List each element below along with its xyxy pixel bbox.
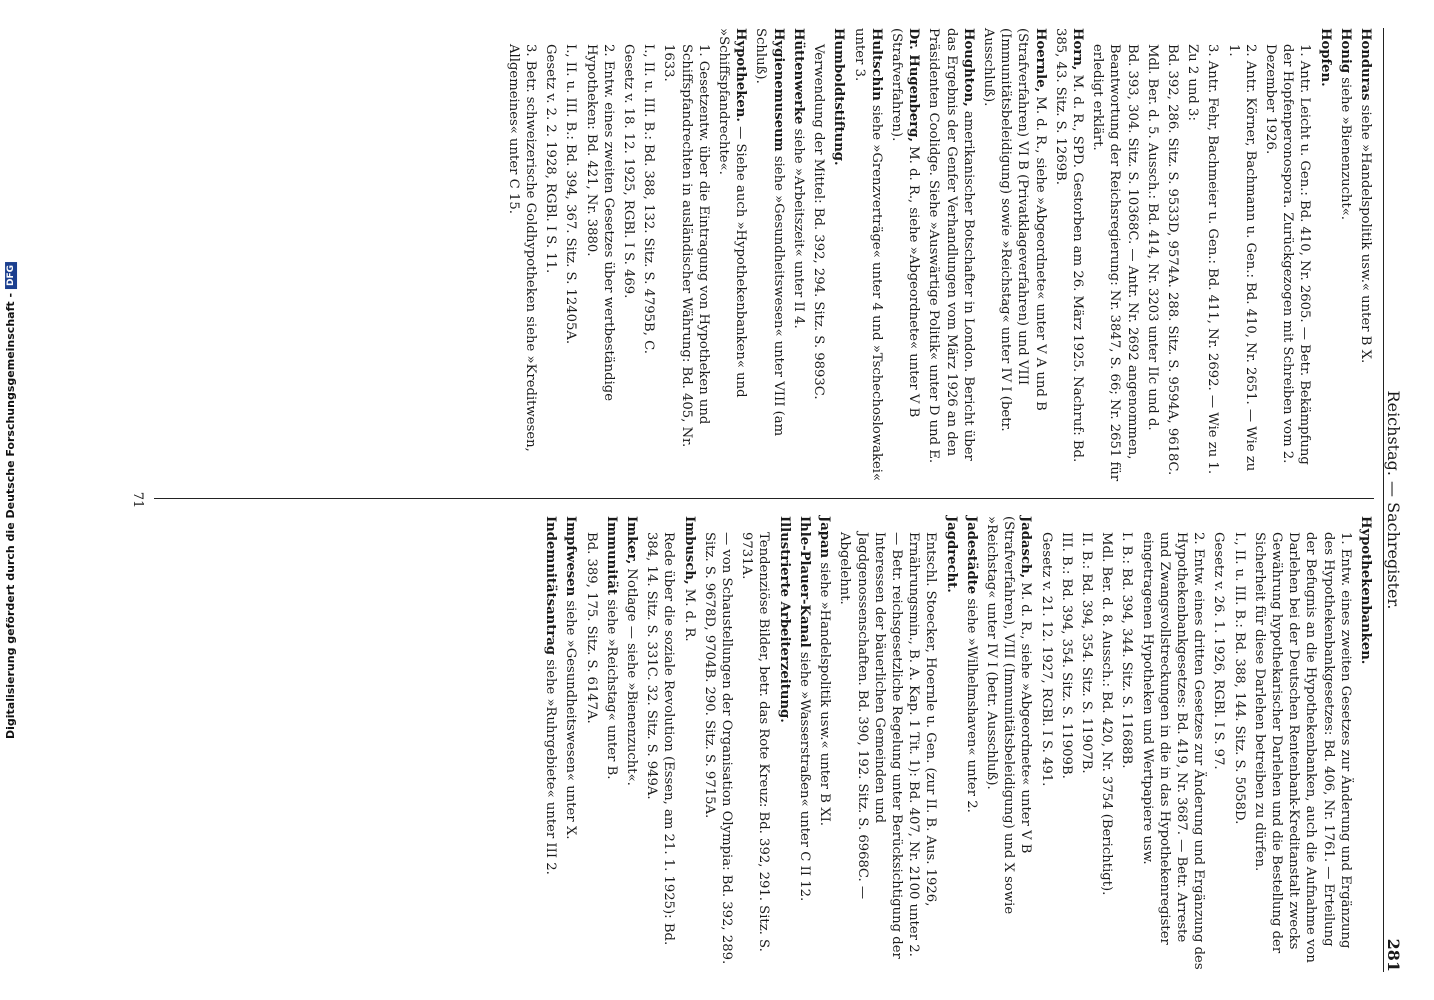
entry-text: I., II. u. III. B.: Bd. 394, 367. Sitz. S. 12405A. [563,44,579,345]
entry-text: I., II. u. III. B.: Bd. 388, 132. Sitz. S. 4795B, C. [641,44,657,354]
entry-text: M. d. R., siehe »Abgeordnete« unter V B (Strafverfahren). [888,28,922,418]
entry-text: I. B.: Bd. 394, 344. Sitz. S. 11688B. [1119,532,1135,769]
entry-text: Gesetz v. 26. 1. 1926, RGBl. I S. 97. [1211,532,1227,770]
entry-text: Bd. 389, 175. Sitz. S. 6147A. [583,532,599,724]
index-entry [582,28,616,482]
index-entry [1184,28,1201,482]
entry-heading: Jadasch, [1018,516,1034,579]
entry-text: siehe »Wasserstraßen« unter C II 12. [796,647,812,902]
entry-text: Tendenziöse Bilder, betr. das Rote Kreuz: Bd. 392, 291. Sitz. S. 9731A. [739,532,772,952]
entry-text: II. B.: Bd. 394, 354. Sitz. S. 11907B. [1078,532,1094,774]
column-divider [154,498,1374,499]
entry-text: Rede über die soziale Revolution (Essen, am 21. 1. 1925): Bd. 384, 14. Sitz. S. 331C. 32. Sitz. S. 949A. [644,532,677,946]
entry-heading: Humboldtstiftung. [831,28,847,166]
index-entry [1262,28,1314,482]
entry-text: Entschl. Stoecker, Hoernle u. Gen. (zur II. B. Aus. 1926, Ernährungsmin., B. A. Kap. 1 Tit. 1): Bd. 407, Nr. 2100 unter 2. — Betr. reichsgesetzliche Regelung unter Berücksichtigung der Interessen der bäuerlichen Gemeinden und Jagdgenossenschaften. Bd. 390, 192. Sitz. S. 6968C. — Abgelehnt. [837,532,939,959]
right-column [539,516,1374,970]
dfg-logo: DFG [5,261,17,288]
index-entry [925,28,977,482]
entry-text: Notlage — siehe »Bienenzucht«. [624,564,640,786]
entry-text: Mdl. Ber. d. 8. Aussch.: Bd. 420, Nr. 3754 (Berichtigt). [1099,532,1115,896]
entry-text: — von Schaustellungen der Organisation Olympia: Bd. 392, 289. Sitz. S. 9678D, 9704B. 290. Sitz. S. 9715A. [701,532,735,965]
entry-text: Gesetz v. 21. 12. 1927, RGBl. I S. 491. [1038,532,1054,787]
entry-text: siehe »Grenzverträge« unter 4 und »Tschechoslowakei« unter 3. [851,28,884,482]
page-number: 281 [1384,938,1403,972]
entry-text: siehe »Handelspolitik usw.« unter B XI. [817,558,833,826]
entry-text: 1. Entw. eines zweiten Gesetzes zur Änderung und Ergänzung des Hypothekenbankgesetzes: Bd. 406, Nr. 1761. — Erteilung der Befugnis an die Hypothekenbanken, auch die Aufnahme von Darlehen bei der Deutschen Rentenbank-Kreditanstalt zwecks Gewährung hypothekarischer Darlehen und die Bestellung der Sicherheit für diese Darlehen betreiben zu dürfen. [1251,532,1353,963]
index-entry [850,28,884,482]
entry-text: Zu 2 und 3: [1185,44,1201,121]
entry-text: 3. Antr. Fehr, Bachmeier u. Gen.: Bd. 411, Nr. 2692. — Wie zu 1. [1205,44,1221,475]
entry-text: siehe »Arbeitszeit« unter II 4. [790,124,806,329]
index-entry [1144,28,1161,482]
index-entry [942,516,959,970]
entry-heading: Illustrierte Arbeiterzeitung. [776,516,792,723]
page-header [1383,28,1412,972]
entry-heading: Japan [817,516,833,559]
entry-text: Bd. 392, 286. Sitz. S. 9533D, 9574A. 288. Sitz. S. 9594A, 9618C. [1164,44,1180,476]
index-entry [1357,28,1374,482]
entry-text: siehe »Gesundheitswesen« unter VIII (am Schluß). [753,28,786,437]
index-entry [640,28,657,482]
index-entry [562,28,579,482]
index-entry [796,516,813,970]
index-entry [810,28,827,482]
index-entry [1118,516,1135,970]
index-entry [816,516,833,970]
index-entry [1337,28,1354,482]
entry-heading: Imker, [624,516,640,565]
index-entry [983,516,1035,970]
entry-text: 2. Entw. eines zweiten Gesetzes über wertbeständige Hypotheken: Bd. 421, Nr. 3880. [583,44,616,402]
entry-text: M. d. R., siehe »Abgeordnete« unter V A und B (Strafverfahren) VI B (Privatklageverfahren) und VIII (Immunitätsbeleidigung) sowie »Reichstag« unter IV I (betr. Ausschluß). [980,28,1048,432]
entry-text: Bd. 393, 304. Sitz. S. 10368C. — Antr. Nr. 2692 angenommen, Beantwortung der Reichsregierung: Nr. 3847, S. 66; Nr. 2651 für erledigt erklärt. [1090,44,1140,482]
entry-heading: Honig [1337,28,1353,74]
index-entry [643,516,677,970]
entry-heading: Hoernle, [1032,28,1048,93]
entry-text: 1. Gesetzentw. über die Eintragung von Hypotheken und Schiffspfandrechten in ausländischer Währung: Bd. 405, Nr. 1633. [661,44,711,448]
index-entry [963,516,980,970]
index-entry [1078,516,1095,970]
index-entry [1316,28,1333,482]
digitization-note [0,0,22,1000]
index-entry [980,28,1049,482]
index-entry [1210,516,1227,970]
index-entry [582,516,599,970]
index-entry [790,28,807,482]
entry-text: — Siehe auch »Hypothekenbanken« und »Schiffspfandrechte«. [716,28,749,398]
entry-text: siehe »Gesundheitswesen« unter X. [563,596,579,840]
entry-heading: Indemnitätsantrag [543,516,559,656]
index-entry [620,28,637,482]
index-entry [1138,516,1207,970]
index-entry [1251,516,1354,970]
entry-heading: Impfwesen [563,516,579,597]
index-entry [776,516,793,970]
entry-heading: Hultschin [868,28,884,101]
entry-heading: Horn, [1069,28,1085,71]
entry-text: M. d. R. [681,584,697,642]
entry-text: III. B.: Bd. 394, 354. Sitz. S. 11909B. [1058,532,1074,779]
index-entry [1357,516,1374,970]
digitization-note-text: Digitalisierung gefördert durch die Deutsche Forschungsgemeinschaft - [4,292,18,739]
entry-text: amerikanischer Botschafter in London. Bericht über das Ergebnis der Genfer Verhandlungen vom März 1926 an den Präsidenten Coolidge. Siehe »Auswärtige Politik« unter D und E. [926,28,976,464]
index-entry [836,516,939,970]
page-title: Reichstag. — Sachregister. [1384,390,1403,610]
entry-heading: Hüttenwerke [790,28,806,125]
index-entry [738,516,772,970]
index-entry [505,28,539,482]
entry-text: 2. Antr. Körner, Bachmann u. Gen.: Bd. 410, Nr. 2651. — Wie zu 1. [1225,44,1258,472]
entry-heading: Hygienemuseum [770,28,786,152]
index-entry [830,28,847,482]
entry-heading: Hypotheken. [733,28,749,122]
rotated-content [120,0,1430,1000]
entry-text: Verwendung der Mittel: Bd. 392, 294. Sitz. S. 9893C. [811,44,827,400]
entry-text: M. d. R., siehe »Abgeordnete« unter V B (Strafverfahren), VIII (Immunitätsbeleidigung) und X sowie »Reichstag« unter IV I (betr. Ausschluß). [983,516,1034,915]
entry-text: siehe »Bienenzucht«. [1337,73,1353,221]
entry-text: siehe »Reichstag« unter B. [603,595,619,780]
index-entry [1037,516,1054,970]
index-entry [660,28,712,482]
index-entry [1089,28,1141,482]
index-entry [1058,516,1075,970]
index-entry [888,28,922,482]
index-entry [542,516,559,970]
index-entry [701,516,735,970]
entry-text: Gesetz v. 18. 12. 1925, RGBl. I S. 469. [621,44,637,299]
entry-text: siehe »Ruhrgebiete« unter III 2. [543,655,559,875]
index-entry [562,516,579,970]
entry-heading: Dr. Hugenberg, [906,28,922,142]
entry-heading: Hopfen. [1317,28,1333,87]
index-entry [603,516,620,970]
entry-text: siehe »Wilhelmshaven« unter 2. [963,594,979,813]
entry-heading: Houghton, [960,28,976,107]
index-entry [1230,516,1247,970]
footer-page-number: 71 [130,491,145,509]
entry-text: M. d. R., SPD. Gestorben am 26. März 1925. Nachruf: Bd. 385, 43. Sitz. S. 1269B. [1052,28,1085,463]
index-entry [1224,28,1258,482]
entry-text: 2. Entw. eines dritten Gesetzes zur Änderung und Ergänzung des Hypothekenbankgesetzes: Bd. 419, Nr. 3687. — Betr. Arreste und Zwangsvollstreckungen in die in das Hypothekenregister eingetragenen Hypotheken und Wertpapiere usw. [1139,532,1207,970]
entry-text: Gesetz v. 2. 2. 1928, RGBl. I S. 11. [543,44,559,274]
index-entry [1204,28,1221,482]
entry-text: 3. Betr. schweizerische Goldhypotheken siehe »Kreditwesen, Allgemeines« unter C 15. [505,44,539,452]
index-entry [1052,28,1086,482]
index-entry [542,28,559,482]
entry-heading: Ihle-Plauer-Kanal [796,516,812,648]
entry-heading: Hypothekenbanken. [1358,516,1373,665]
entry-heading: Honduras [1358,28,1373,101]
index-entry [1164,28,1181,482]
entry-text: siehe »Handelspolitik usw.« unter B X. [1358,100,1373,364]
index-entry [623,516,640,970]
entry-text: Mdl. Ber. d. 5. Aussch.: Bd. 414, Nr. 3203 unter IIc und d. [1144,44,1160,431]
index-entry [715,28,749,482]
entry-heading: Imbusch, [681,516,697,585]
index-entry [1098,516,1115,970]
index-entry [680,516,697,970]
scanned-page [120,0,1430,1000]
entry-text: I., II. u. III. B.: Bd. 388, 144. Sitz. S. 5058D. [1231,532,1247,825]
entry-heading: Jagdrecht. [943,516,959,593]
entry-heading: Jadestädte [963,516,979,595]
entry-heading: Immunität [603,516,619,595]
entry-text: 1. Antr. Leicht u. Gen.: Bd. 410, Nr. 2605. — Betr. Bekämpfung der Hopfenperonospora. Zurückgezogen mit Schreiben vom 2. Dezember 1926. [1262,44,1313,465]
left-column [502,28,1374,482]
index-entry [752,28,786,482]
